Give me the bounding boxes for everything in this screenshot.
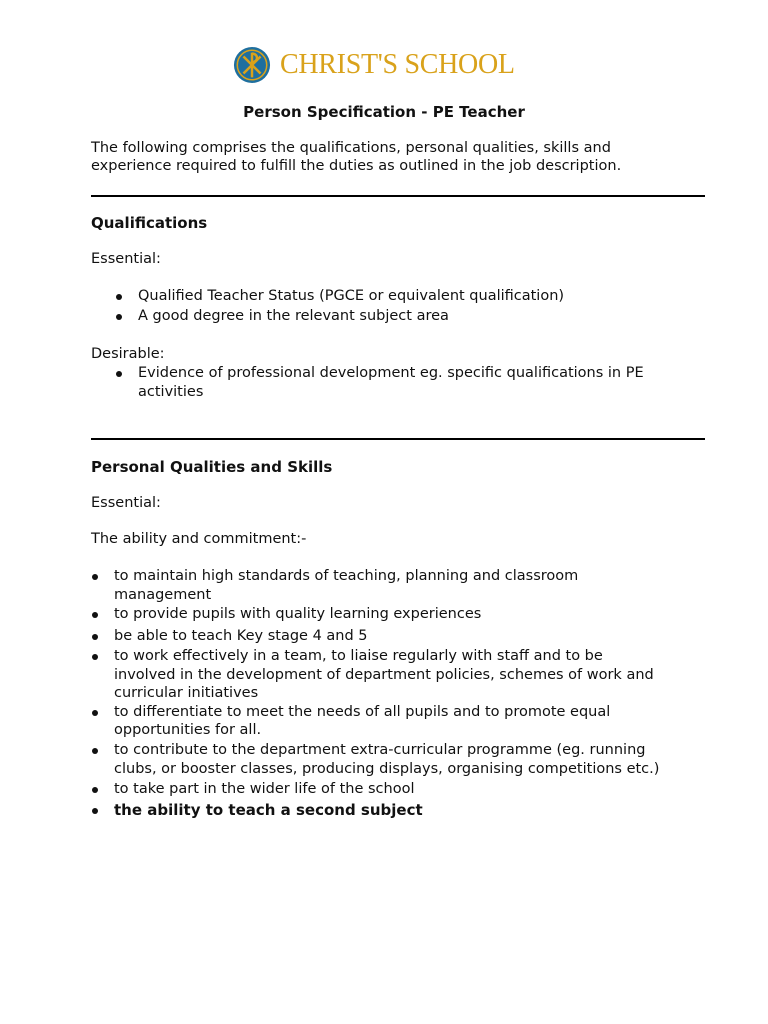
bullet-icon: [92, 787, 98, 793]
bullet-icon: [92, 612, 98, 618]
bullet-icon: [92, 808, 98, 814]
bullet-icon: [92, 574, 98, 580]
list-item: to contribute to the department extra-curricular programme (eg. running: [114, 742, 646, 758]
school-logo: [233, 45, 515, 85]
list-item: Evidence of professional development eg. specific qualifications in PE: [138, 365, 644, 381]
list-item-continuation: opportunities for all.: [114, 722, 262, 738]
section-divider: [91, 195, 705, 197]
intro-line-1: The following comprises the qualifications, personal qualities, skills and: [91, 140, 611, 156]
personal-essential-label: Essential:: [91, 495, 161, 511]
bullet-icon: [116, 371, 122, 377]
bullet-icon: [92, 710, 98, 716]
list-item-continuation: clubs, or booster classes, producing displays, organising competitions etc.): [114, 761, 660, 777]
list-item-continuation: involved in the development of department policies, schemes of work and: [114, 667, 654, 683]
list-item: the ability to teach a second subject: [114, 801, 423, 819]
page-title: Person Specification - PE Teacher: [243, 103, 525, 121]
bullet-icon: [92, 748, 98, 754]
list-item-continuation: activities: [138, 384, 204, 400]
list-item: to work effectively in a team, to liaise regularly with staff and to be: [114, 648, 603, 664]
intro-line-2: experience required to fulfill the duties as outlined in the job description.: [91, 158, 622, 174]
qualifications-heading: Qualifications: [91, 214, 208, 232]
school-name: CHRIST'S SCHOOL: [280, 49, 515, 80]
bullet-icon: [116, 314, 122, 320]
personal-intro: The ability and commitment:-: [91, 531, 307, 547]
bullet-icon: [92, 654, 98, 660]
list-item: A good degree in the relevant subject area: [138, 308, 449, 324]
list-item-continuation: management: [114, 587, 212, 603]
chi-rho-emblem-icon: [233, 46, 271, 84]
qualifications-essential-label: Essential:: [91, 251, 161, 267]
list-item: to maintain high standards of teaching, planning and classroom: [114, 568, 579, 584]
personal-qualities-heading: Personal Qualities and Skills: [91, 458, 333, 476]
list-item: to take part in the wider life of the school: [114, 781, 415, 797]
list-item-continuation: curricular initiatives: [114, 685, 259, 701]
bullet-icon: [92, 634, 98, 640]
qualifications-desirable-label: Desirable:: [91, 346, 165, 362]
section-divider: [91, 438, 705, 440]
list-item: to differentiate to meet the needs of all pupils and to promote equal: [114, 704, 611, 720]
bullet-icon: [116, 294, 122, 300]
list-item: be able to teach Key stage 4 and 5: [114, 628, 368, 644]
list-item: to provide pupils with quality learning experiences: [114, 606, 482, 622]
list-item: Qualified Teacher Status (PGCE or equivalent qualification): [138, 288, 565, 304]
